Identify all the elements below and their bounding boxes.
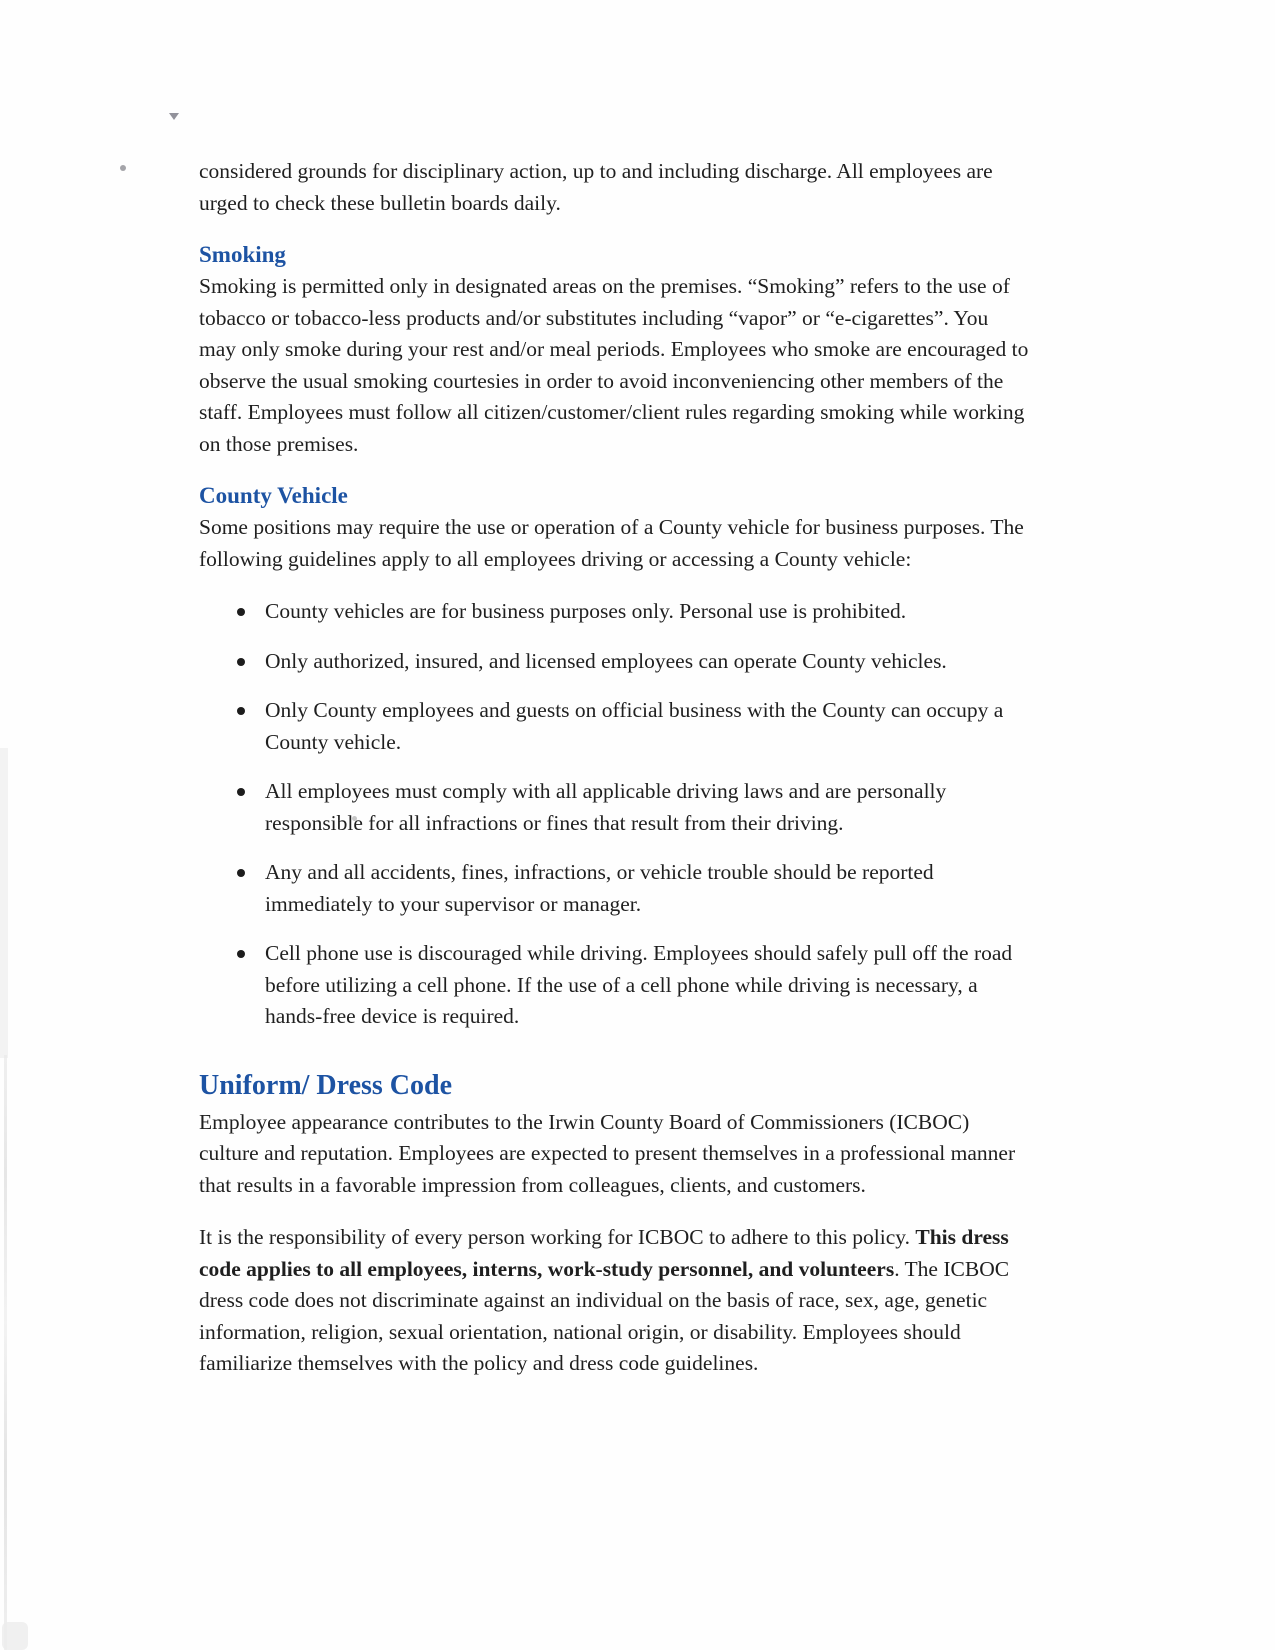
scan-artifact-edge-band (0, 748, 8, 1058)
uniform-paragraph-2-text: It is the responsibility of every person working for ICBOC to adhere to this policy. (199, 1225, 916, 1249)
smoking-paragraph: Smoking is permitted only in designated areas on the premises. “Smoking” refers to the use of tobacco or tobacco-less products and/or substitutes including “vapor” or “e-cigarettes”. You may only smoke during your rest and/or meal periods. Employees who smoke are encouraged to observe the usual smoking courtesies in order to avoid inconveniencing other members of the staff. Employees must follow all citizen/customer/client rules regarding smoking while working on those premises. (199, 274, 1029, 456)
bullet-icon (237, 658, 245, 666)
bullet-text: County vehicles are for business purposes only. Personal use is prohibited. (265, 599, 907, 623)
bullet-item (199, 776, 1029, 839)
bullet-icon (237, 707, 245, 715)
bullet-icon (237, 869, 245, 877)
section-heading-uniform-dress-code: Uniform/ Dress Code (199, 1069, 453, 1101)
section-heading-county-vehicle: County Vehicle (199, 483, 348, 508)
bullet-icon (237, 788, 245, 796)
bullet-text: Cell phone use is discouraged while driving. Employees should safely pull off the road before utilizing a cell phone. If the use of a cell phone while driving is necessary, a hands-free device is required. (265, 941, 1013, 1028)
bullet-icon (237, 608, 245, 616)
county-vehicle-bullet-list (199, 596, 1029, 1033)
scan-artifact-corner-smudge (2, 1622, 28, 1650)
bullet-text: Only County employees and guests on official business with the County can occupy a County vehicle. (265, 698, 1004, 754)
bullet-item (199, 646, 1029, 678)
bullet-text: All employees must comply with all applicable driving laws and are personally responsible for all infractions or fines that result from their driving. (265, 779, 947, 835)
bullet-text: Only authorized, insured, and licensed employees can operate County vehicles. (265, 648, 947, 673)
bullet-text: Any and all accidents, fines, infractions, or vehicle trouble should be reported immediately to your supervisor or manager. (265, 860, 934, 916)
bullet-item (199, 938, 1029, 1033)
uniform-paragraph-2 (199, 1222, 1029, 1380)
uniform-paragraph-2-text: . The ICBOC dress code does not discriminate against an individual on the basis of race, sex, age, genetic information, religion, sexual orientation, national origin, or disability. Employees should familiarize themselves with the policy and dress code guidelines. (199, 1256, 1010, 1375)
uniform-paragraph-1: Employee appearance contributes to the Irwin County Board of Commissioners (ICBOC) culture and reputation. Employees are expected to present themselves in a professional manner that results in a favorable impression from colleagues, clients, and customers. (199, 1109, 1016, 1197)
bullet-item (199, 857, 1029, 920)
uniform-paragraph-2-bold-text: This dress code applies to all employees, interns, work-study personnel, and volunteers (199, 1225, 1009, 1281)
county-vehicle-paragraph: Some positions may require the use or operation of a County vehicle for business purposes. The following guidelines apply to all employees driving or accessing a County vehicle: (199, 515, 1024, 571)
intro-paragraph: considered grounds for disciplinary action, up to and including discharge. All employees are urged to check these bulletin boards daily. (199, 159, 993, 215)
bullet-item (199, 596, 1029, 628)
bullet-icon (237, 950, 245, 958)
scan-artifact-caret (169, 113, 179, 120)
page-content (199, 156, 1029, 1401)
bullet-item (199, 695, 1029, 758)
section-heading-smoking: Smoking (199, 242, 286, 267)
scan-artifact-edge-streak (4, 1055, 7, 1650)
scan-artifact-dot (120, 165, 126, 171)
